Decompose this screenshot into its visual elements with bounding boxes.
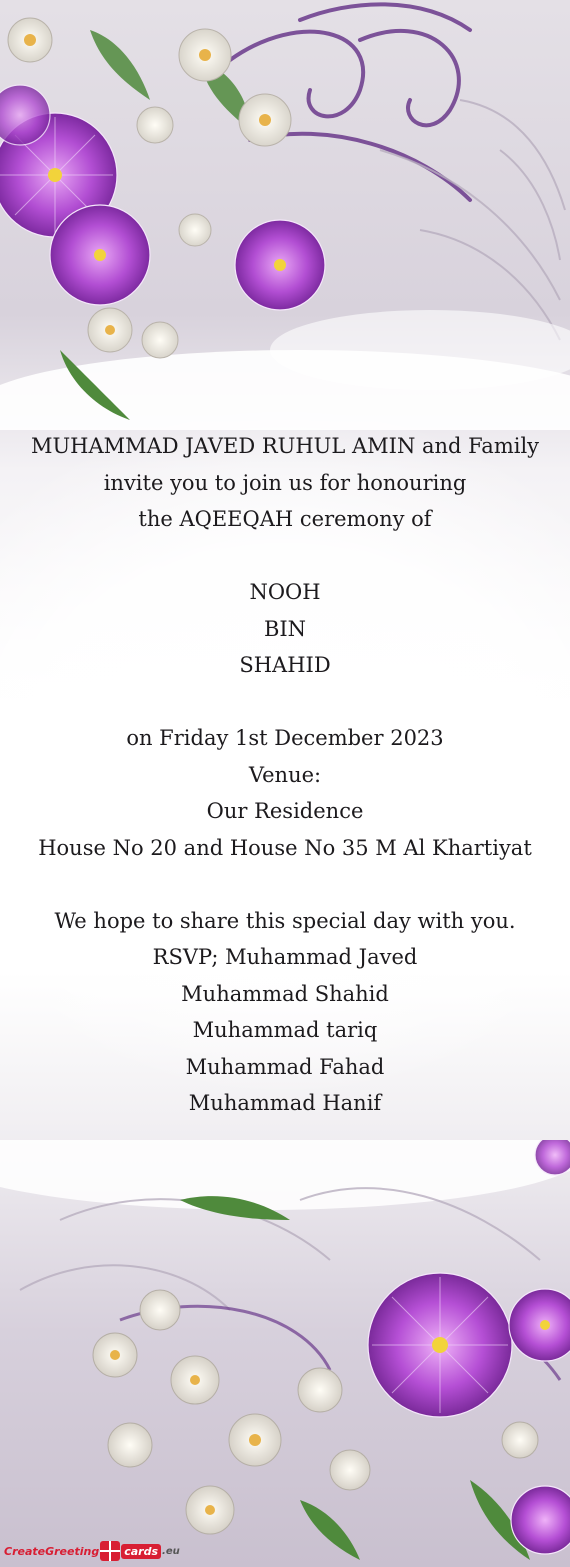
venue-address: House No 20 and House No 35 M Al Khartiyat [38,835,532,860]
logo-text-primary: CreateGreeting [4,1544,100,1558]
venue-label: Venue: [248,762,322,787]
child-name-first: NOOH [249,580,321,604]
brand-logo[interactable] [4,1538,180,1564]
venue-name: Our Residence [206,799,364,823]
closing-line: We hope to share this special day with you. [54,908,516,933]
gift-icon [100,1541,120,1561]
rsvp-contact: Muhammad Fahad [185,1054,385,1079]
rsvp-contact: Muhammad tariq [192,1018,378,1042]
bottom-floral-decoration [0,1140,570,1567]
top-floral-decoration [0,0,570,430]
rsvp-contact: Muhammad Shahid [181,981,389,1006]
rsvp-contact: Muhammad Hanif [188,1091,382,1115]
logo-text-badge: cards [121,1544,161,1559]
invitation-text [0,428,570,1122]
child-name-last: SHAHID [239,653,331,677]
date-line: on Friday 1st December 2023 [126,726,444,750]
child-name-middle: BIN [263,616,307,641]
logo-text-domain: .eu [162,1545,180,1557]
ceremony-line: the AQEEQAH ceremony of [138,507,432,531]
invite-line: invite you to join us for honouring [103,470,467,495]
host-line: MUHAMMAD JAVED RUHUL AMIN and Family [30,434,540,458]
rsvp-line: RSVP; Muhammad Javed [152,945,418,969]
